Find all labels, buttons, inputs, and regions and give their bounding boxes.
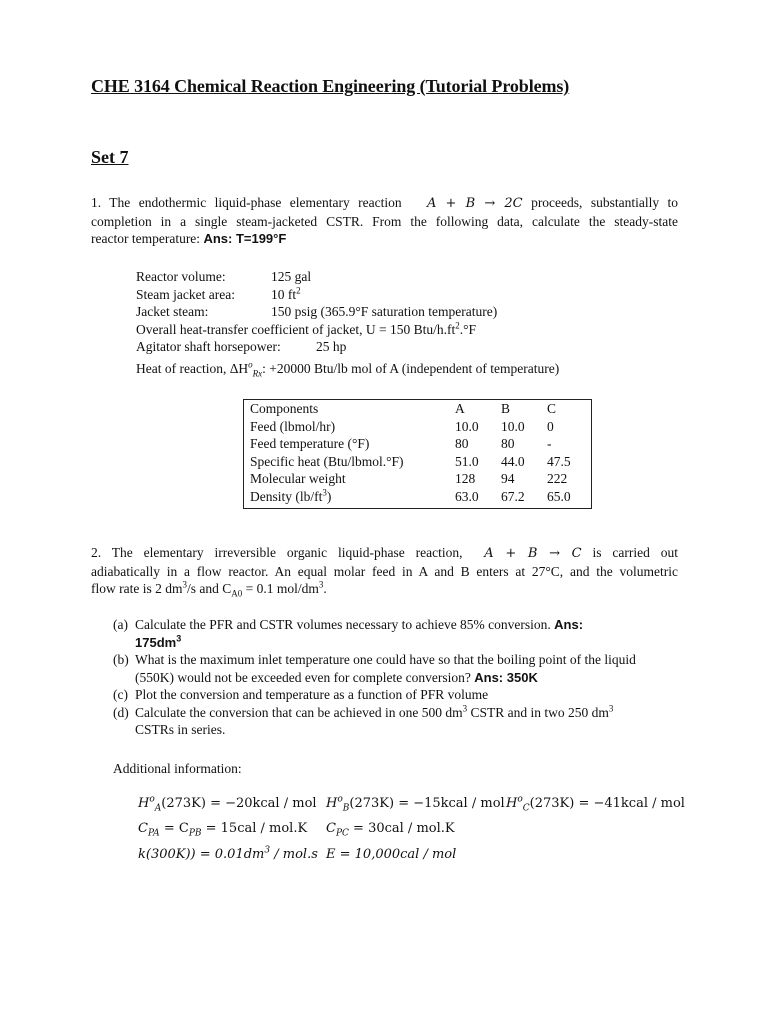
data-row-jacket-area: Steam jacket area: 10 $ft^2$ [136, 285, 301, 302]
equation-heat-capacity-ab: $C_{PA} = C_{PB} = 15cal / mol.K$ [138, 821, 308, 839]
data-row-agitator: Agitator shaft horsepower: 25 hp [136, 339, 347, 354]
problem-1-data [136, 268, 656, 377]
table-row: Specific heat (Btu/lbmol.°F) 51.0 44.0 47.5 [250, 453, 571, 469]
problem-2-line-1: 2. The elementary irreversible organic liquid-phase reaction, A + B → C is carried out [91, 545, 679, 561]
list-item: (c) Plot the conversion and temperature as a function of PFR volume [113, 687, 489, 702]
equation-enthalpy-a: $H^o_A(273K)$ = −20kcal / mol [138, 794, 317, 814]
reaction-equation-2: A + B → C [484, 546, 582, 561]
list-item: (d) Calculate the conversion that can be achieved in one 500 $dm^3$ CSTR and in two 250 $dm^3$ CSTRs in series. [113, 703, 614, 737]
components-table [243, 399, 592, 509]
list-item: (a) Calculate the PFR and CSTR volumes necessary to achieve 85% conversion. Ans: $175dm^3$ [113, 617, 584, 650]
data-row-reactor-volume: Reactor volume: 125 gal [136, 269, 312, 284]
equation-enthalpy-b: $H^o_B(273K)$ = −15kcal / mol [326, 794, 505, 814]
table-row: Feed (lbmol/hr) 10.0 10.0 0 [250, 418, 554, 434]
data-row-jacket-steam: Jacket steam: 150 psig (365.9°F saturation temperature) [136, 304, 498, 319]
problem-1-line-1: 1. The endothermic liquid-phase elementary reaction A + B → 2C proceeds, substantially to [91, 195, 679, 211]
data-row-heat-of-reaction: Heat of reaction, $\Delta H^o_{Rx}$: +20000 Btu/lb mol of A (independent of temperature) [136, 359, 560, 379]
answer-1: Ans: T=199°F [203, 231, 287, 246]
equation-activation-energy: E = 10,000cal / mol [326, 847, 457, 862]
problem-1-line-2: completion in a single steam-jacketed CSTR. From the following data, calculate the steady-state [91, 213, 678, 229]
additional-info-label: Additional information: [113, 761, 242, 776]
equation-heat-capacity-c: $C_{PC} = 30cal / mol.K$ [326, 821, 455, 839]
table-row: Density $(lb/ft^3)$ 63.0 67.2 65.0 [250, 487, 571, 504]
problem-1-line-3: reactor temperature: Ans: T=199°F [91, 231, 287, 246]
equation-rate-constant: $k(300K)) = 0.01dm^3 / mol.s$ [138, 845, 318, 862]
list-item: (b) What is the maximum inlet temperature one could have so that the boiling point of the liquid (550K) would not be exceeded even for complete conversion? Ans: 350K [113, 652, 636, 685]
problem-1-statement [91, 194, 678, 248]
data-row-heat-transfer: Overall heat-transfer coefficient of jacket, U = 150 Btu/$h.ft^2.^\circ F$ [136, 320, 477, 337]
page-title: CHE 3164 Chemical Reaction Engineering (Tutorial Problems) [91, 76, 570, 96]
set-heading: Set 7 [91, 147, 129, 167]
table-header-row: Components A B C [250, 401, 557, 416]
problem-2-parts [113, 616, 673, 739]
table-row: Molecular weight 128 94 222 [250, 471, 568, 486]
problem-2-line-3: flow rate is 2 $dm^3/s$ and $C_{A0} = 0.1$ mol/$dm^3$. [91, 579, 327, 599]
problem-2-line-2: adiabatically in a flow reactor. An equal molar feed in A and B enters at 27°C, and the volumetric [91, 563, 678, 579]
reaction-equation-1: A + B → 2C [426, 196, 523, 211]
problem-2-statement [91, 544, 678, 598]
equation-enthalpy-c: $H^o_C(273K)$ = −41kcal / mol [506, 794, 685, 814]
table-row: Feed temperature (°F) 80 80 - [250, 436, 552, 451]
